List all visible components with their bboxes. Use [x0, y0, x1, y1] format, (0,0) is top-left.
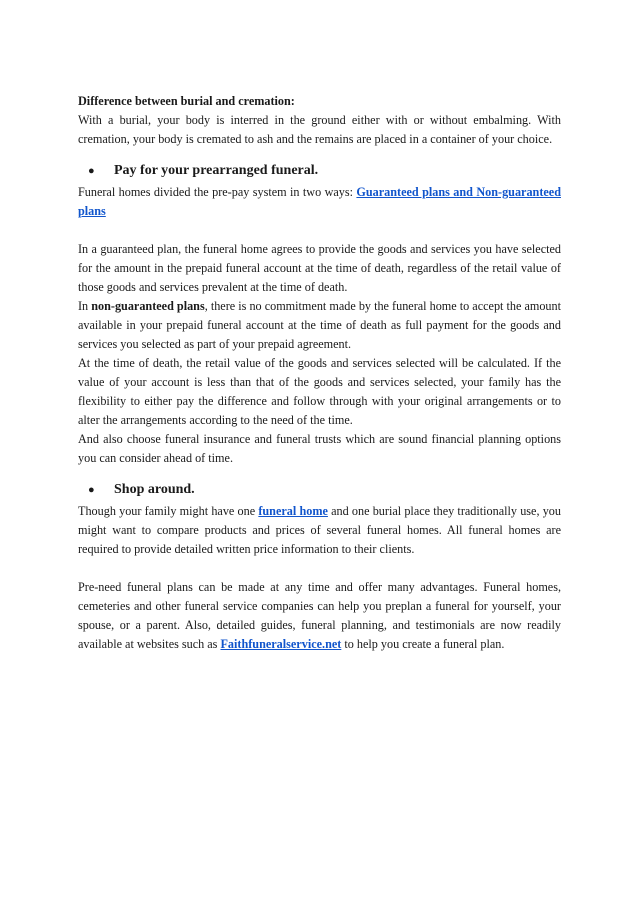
bullet-title: Shop around. [114, 482, 195, 497]
bullet-icon: ● [88, 484, 95, 496]
guaranteed-plan-paragraph: In a guaranteed plan, the funeral home agrees to provide the goods and services you have selected for the amount in the prepaid funeral account at the time of death, regardless of the retail value of those goods and services prevalent at the time of death. [78, 242, 561, 294]
heading-text: Difference between burial and cremation: [78, 94, 295, 108]
text: Though your family might have one [78, 504, 259, 518]
document-page [78, 92, 561, 654]
burial-cremation-paragraph: With a burial, your body is interred in the ground either with or without embalming. With cremation, your body is cremated to ash and the remains are placed in a container of your choice. [78, 113, 561, 146]
text: to help you create a funeral plan. [341, 637, 505, 651]
bullet-heading-shop [78, 480, 561, 500]
spacer [78, 221, 561, 240]
bold-term: non-guaranteed plans [91, 299, 205, 313]
text: In [78, 299, 92, 313]
text: Pre-need funeral plans can be made at any time and offer many advantages. Funeral homes, cemeteries and other funeral service companies can help you preplan a funeral for yourself, your spouse, or a parent. Also, detailed guides, funeral planning, and testimonials are now readily available at websites such as [78, 580, 561, 651]
bullet-title: Pay for your prearranged funeral. [114, 163, 319, 178]
intro-text: Funeral homes divided the pre-pay system in two ways: [78, 185, 357, 199]
text: , there is no commitment made by the funeral home to accept the amount available in your prepaid funeral account at the time of death as full payment for the goods and services you selected as part of your prepaid agreement. [78, 299, 562, 351]
faithfuneralservice-link[interactable]: Faithfuneralservice.net [220, 637, 342, 651]
bullet-icon: ● [88, 165, 95, 177]
guaranteed-plans-link[interactable]: Guaranteed plans and Non-guaranteed plans [78, 185, 561, 218]
bullet-heading-prepay [78, 161, 561, 181]
insurance-paragraph: And also choose funeral insurance and funeral trusts which are sound financial planning options you can consider ahead of time. [78, 432, 561, 465]
text: and one burial place they traditionally use, you might want to compare products and prices of several funeral homes. All funeral homes are required to provide detailed written price information to their clients. [78, 504, 561, 556]
prepay-intro-paragraph [78, 183, 561, 221]
pre-need-paragraph [78, 578, 561, 654]
non-guaranteed-paragraph [78, 297, 561, 354]
spacer [78, 559, 561, 578]
funeral-home-link[interactable]: funeral home [258, 504, 328, 518]
time-of-death-paragraph: At the time of death, the retail value of the goods and services selected will be calculated. If the value of your account is less than that of the goods and services selected, your family has the flexibility to either pay the difference and follow through with your original arrangements or to alter the arrangements according to the need of the time. [78, 356, 561, 427]
section-heading [78, 92, 561, 111]
shop-around-paragraph [78, 502, 561, 559]
